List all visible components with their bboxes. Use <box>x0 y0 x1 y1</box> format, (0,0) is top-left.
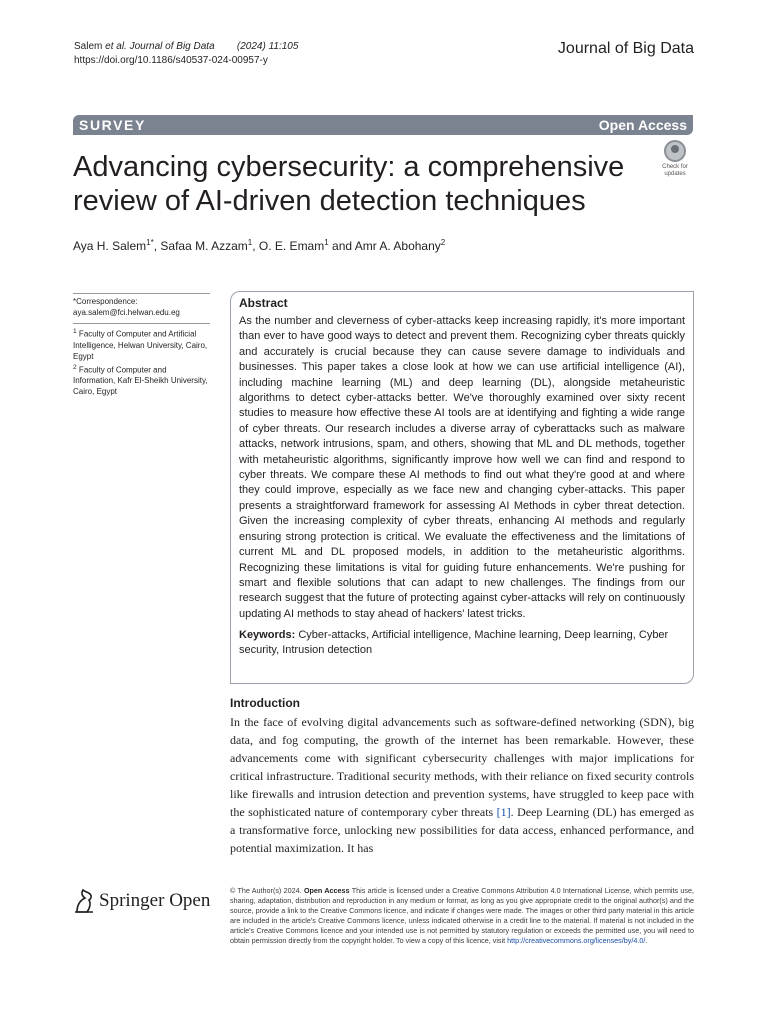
correspondence-label: *Correspondence: <box>73 297 138 306</box>
correspondence-email[interactable]: aya.salem@fci.helwan.edu.eg <box>73 308 180 317</box>
footer-license-link[interactable]: http://creativecommons.org/licenses/by/4.0/ <box>507 936 646 945</box>
check-for-updates-badge[interactable] <box>656 140 694 178</box>
sidebar-divider <box>73 323 210 324</box>
header-citation: (2024) 11:105 <box>236 41 299 52</box>
header-journal-ref: et al. Journal of Big Data <box>105 41 215 52</box>
page-title: Advancing cybersecurity: a comprehensive review of AI-driven detection techniques <box>73 151 625 217</box>
springer-text: Springer <box>99 890 165 911</box>
affiliation-1-sup: 1 <box>73 328 77 335</box>
abstract-text: As the number and cleverness of cyber-attacks keep increasing rapidly, it's more important than ever to have good ways to detect and prevent them. Recognizing cyber threats quickly and accurately is crucial because they can cause severe damage to individuals and businesses. This paper takes a close look at how we can use artificial intelligence (AI), including machine learning (ML) and deep learning (DL), alongside metaheuristic algorithms to detect cyber-attacks better. We've thoroughly examined over sixty recent studies to measure how effective these AI tools are at identifying and fighting a wide range of cyber threats. Our research includes a diverse array of cyberattacks such as malware attacks, network intrusions, spam, and others, showing that ML and DL methods, together with metaheuristic algorithms, significantly improve how well we can find and respond to cyber threats. We compare these AI methods to find out what they're good at and where they could improve, especially as we face new and changing cyber-attacks. This paper presents a straightforward framework for assessing AI Methods in cyber threat detection. Given the increasing complexity of cyber threats, enhancing AI methods and regularly ensuring strong protection is critical. We evaluate the effectiveness and the limitations of current ML and DL proposed models, in addition to the metaheuristic algorithms. Recognizing these limitations is vital for guiding future enhancements. We're pushing for smart and flexible solutions that can adapt to new challenges. The findings from our research suggest that the future of protecting against cyber-attacks will rely on continuously updating AI methods to stay ahead of hackers' latest tricks. <box>239 315 685 620</box>
footer-license-text: This article is licensed under a Creative Commons Attribution 4.0 International License, which permits use, sharing, adaptation, distribution and reproduction in any medium or format, as long as you give appropriate credit to the original author(s) and the source, provide a link to the Creative Commons licence, and indicate if changes were made. The images or other third party material in this article are included in the article's Creative Commons licence, unless indicated otherwise in a credit line to the material. If material is not included in the article's Creative Commons licence and your intended use is not permitted by statutory regulation or exceeds the permitted use, you will need to obtain permission directly from the copyright holder. To view a copy of this licence, visit <box>230 886 695 945</box>
keywords <box>239 628 685 658</box>
author-4-sup: 2 <box>440 238 446 247</box>
springer-horse-icon <box>73 888 95 914</box>
author-3-sup: 1 <box>324 238 329 247</box>
affiliation-2-sup: 2 <box>73 363 77 371</box>
author-4[interactable]: and Amr A. Abohany <box>328 239 441 253</box>
check-for-updates-icon <box>664 140 686 162</box>
abstract-box <box>230 291 694 684</box>
introduction-heading: Introduction <box>230 696 300 710</box>
author-1[interactable]: Aya H. Salem <box>73 239 147 253</box>
footer-end: . <box>645 936 648 945</box>
abstract-heading: Abstract <box>239 296 288 310</box>
license-footer <box>230 886 694 946</box>
springer-open-logo <box>73 888 210 914</box>
footer-open-access: Open Access <box>303 886 350 895</box>
keywords-list: Cyber-attacks, Artificial intelligence, Machine learning, Deep learning, Cyber security, Intrusion detection <box>239 629 669 657</box>
article-type: SURVEY <box>79 117 146 133</box>
author-2-sup: 1 <box>247 238 253 247</box>
affiliation-1-text: Faculty of Computer and Artificial Intelligence, Helwan University, Cairo, Egypt <box>73 329 208 361</box>
affiliation-1 <box>73 326 210 362</box>
badge-line1: Check for <box>662 164 688 170</box>
intro-text-part1: In the face of evolving digital advancements such as software-defined networking (SDN), big data, and fog computing, the growth of the internet has been remarkable. However, these advancements come with significant cybersecurity challenges with major implications for critical infrastructure. Traditional security methods, with their reliance on fixed security controls like firewalls and intrusion detection and prevention systems, have struggled to keep pace with the sophisticated nature of contemporary cyber threats <box>230 715 694 819</box>
intro-text-part2: . Deep Learning (DL) has emerged as a transformative force, unlocking new possibilities for data access, enhanced performance, and potential maximization. It has <box>230 805 694 855</box>
author-3[interactable]: , O. E. Emam <box>252 239 325 253</box>
journal-name: Journal of Big Data <box>557 40 694 57</box>
sidebar-divider <box>73 293 210 294</box>
header-doi[interactable]: https://doi.org/10.1186/s40537-024-00957-y <box>74 55 268 66</box>
affiliation-sidebar <box>73 293 210 397</box>
correspondence <box>73 296 210 318</box>
running-header <box>74 40 298 68</box>
badge-line2: updates <box>664 171 686 177</box>
affiliation-2 <box>73 362 210 398</box>
article-type-bar <box>73 115 693 135</box>
author-2[interactable]: , Safaa M. Azzam <box>153 239 248 253</box>
header-author: Salem <box>74 41 103 52</box>
keywords-label: Keywords: <box>239 629 296 642</box>
affiliation-2-text: Faculty of Computer and Information, Kafr El-Sheikh University, Cairo, Egypt <box>73 365 208 397</box>
open-access-label: Open Access <box>598 117 687 133</box>
footer-copyright: © The Author(s) 2024. <box>230 886 304 895</box>
author-list <box>73 238 445 253</box>
open-text: Open <box>169 890 211 911</box>
introduction-text <box>230 713 694 857</box>
springer-wordmark <box>99 890 210 912</box>
citation-link[interactable]: [1] <box>496 805 511 819</box>
author-1-sup: 1* <box>146 238 154 247</box>
